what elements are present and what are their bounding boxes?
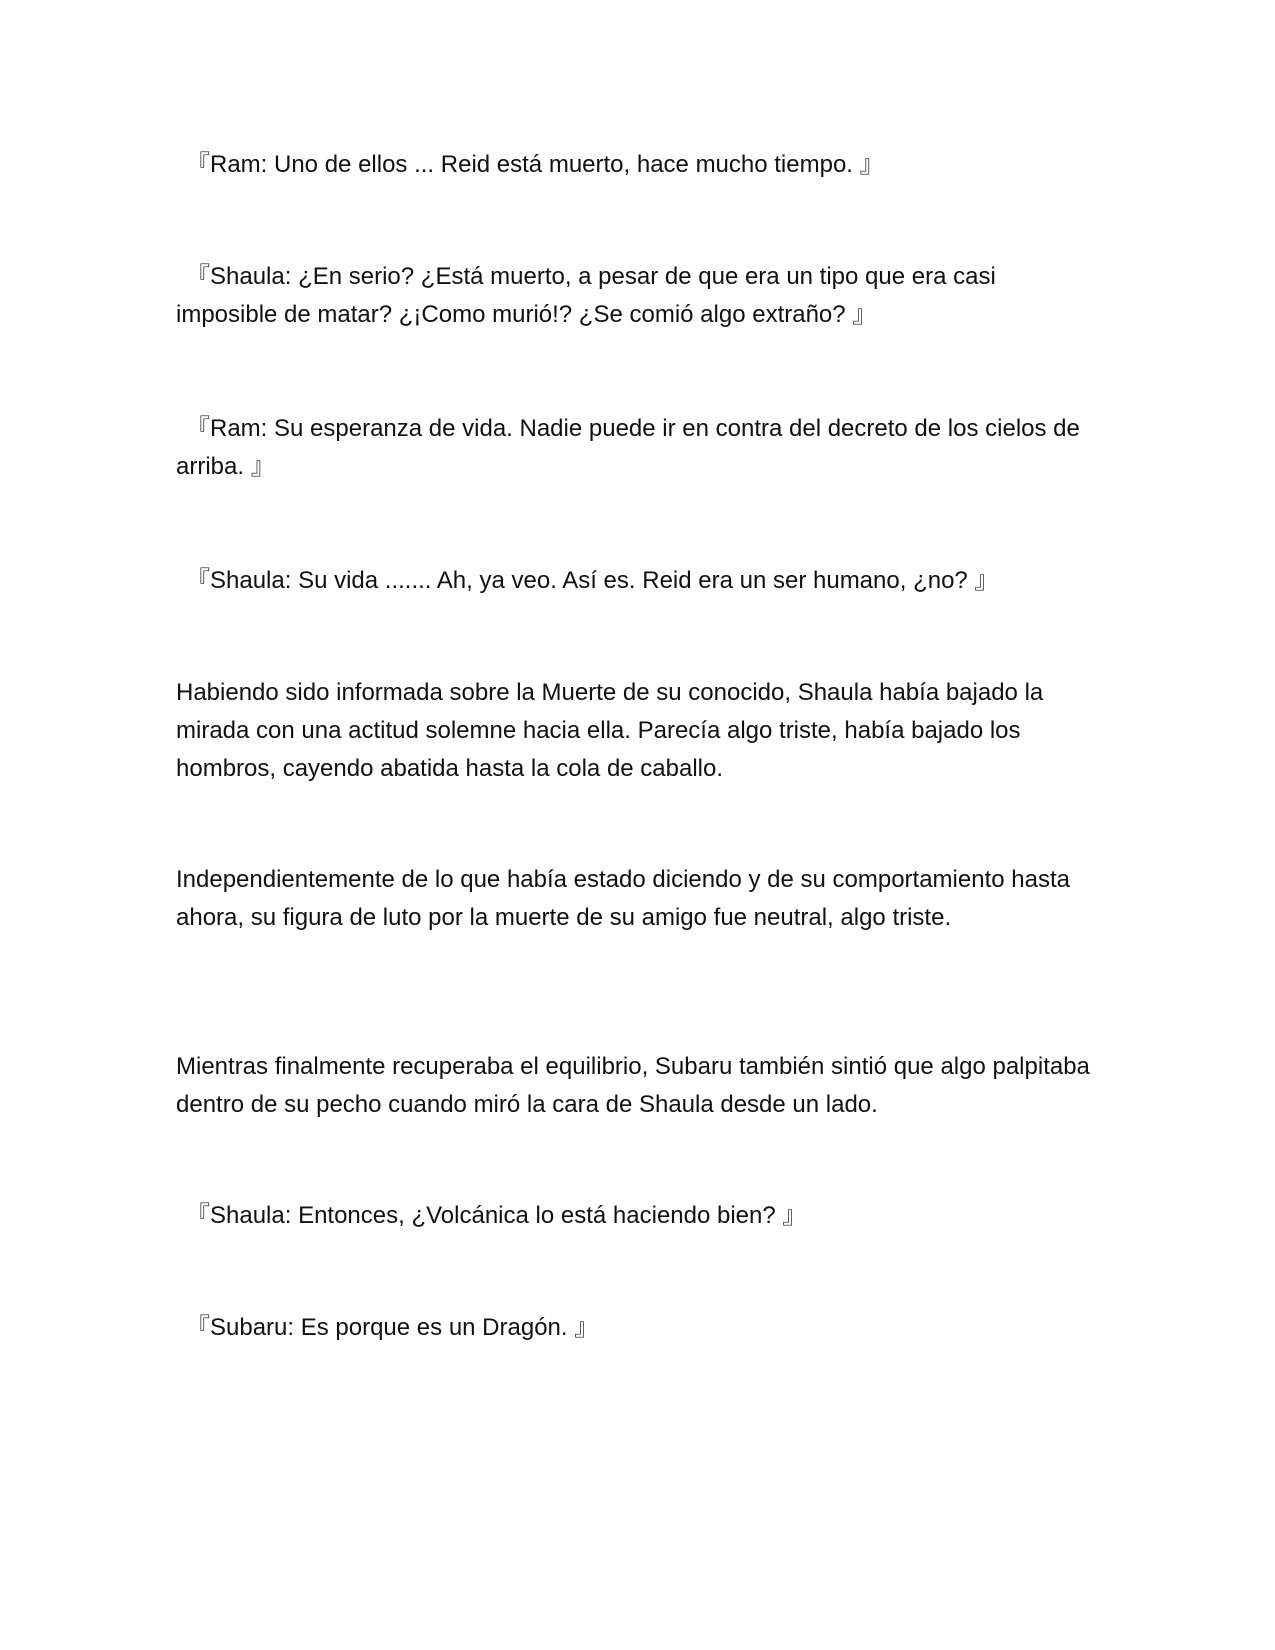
paragraph-narration-subaru: Mientras finalmente recuperaba el equilibrio, Subaru también sintió que algo palpitaba dentro de su pecho cuando miró la cara de Shaula desde un lado. xyxy=(176,1053,1090,1118)
paragraph-shaula-volcanica: 『Shaula: Entonces, ¿Volcánica lo está haciendo bien? 』 xyxy=(186,1202,807,1229)
paragraph-shaula-human: 『Shaula: Su vida ....... Ah, ya veo. Así es. Reid era un ser humano, ¿no? 』 xyxy=(186,567,999,594)
paragraph-ram-reid-dead: 『Ram: Uno de ellos ... Reid está muerto, hace mucho tiempo. 』 xyxy=(186,151,884,178)
paragraph-shaula-question: 『Shaula: ¿En serio? ¿Está muerto, a pesar de que era un tipo que era casi imposible de matar? ¿¡Como murió!? ¿Se comió algo extraño? 』 xyxy=(176,263,996,328)
paragraph-narration-mourning: Independientemente de lo que había estado diciendo y de su comportamiento hasta ahora, su figura de luto por la muerte de su amigo fue neutral, algo triste. xyxy=(176,866,1070,931)
paragraph-subaru-dragon: 『Subaru: Es porque es un Dragón. 』 xyxy=(186,1314,599,1341)
paragraph-narration-shaula-sad: Habiendo sido informada sobre la Muerte de su conocido, Shaula había bajado la mirada con una actitud solemne hacia ella. Parecía algo triste, había bajado los hombros, cayendo abatida hasta la cola de caballo. xyxy=(176,679,1044,782)
paragraph-ram-lifespan: 『Ram: Su esperanza de vida. Nadie puede ir en contra del decreto de los cielos de arriba. 』 xyxy=(176,415,1080,480)
